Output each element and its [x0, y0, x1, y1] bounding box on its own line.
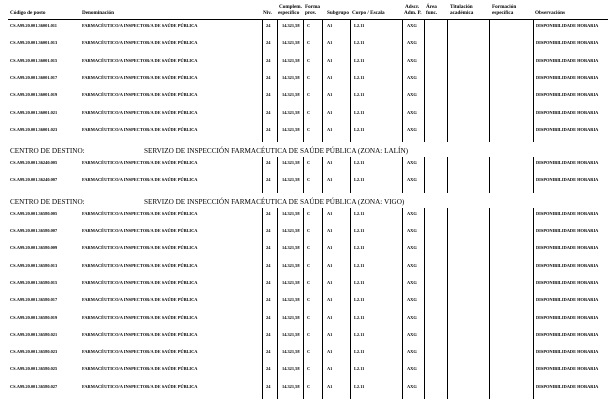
- cell-codigo: CS.A99.20.001.36240.005: [10, 160, 58, 166]
- cell-forma: C: [307, 74, 311, 80]
- cell-corpo: L2.11: [354, 160, 365, 166]
- cell-observacions: DISPONIBILIDADE HORARIA: [536, 314, 599, 320]
- cell-adscr: AXG: [407, 210, 417, 216]
- cell-codigo: CS.A99.20.001.36580.009: [10, 245, 58, 251]
- cell-forma: C: [307, 314, 311, 320]
- cell-codigo: CS.A99.20.001.36580.015: [10, 279, 58, 285]
- centro-destino-title: SERVIZO DE INSPECCIÓN FARMACÉUTICA DE SAÚDE PÚBLICA (ZONA: VIGO): [144, 197, 405, 206]
- cell-nivel: 24: [266, 40, 271, 46]
- cell-complem: 14.321,58: [282, 109, 300, 115]
- cell-denominacion: FARMACÉUTICO/A INSPECTOR/A DE SAÚDE PÚBLICA: [82, 74, 198, 80]
- cell-denominacion: FARMACÉUTICO/A INSPECTOR/A DE SAÚDE PÚBLICA: [82, 279, 198, 285]
- cell-denominacion: FARMACÉUTICO/A INSPECTOR/A DE SAÚDE PÚBLICA: [82, 228, 198, 233]
- table-row: [0, 209, 615, 225]
- table-row: [0, 330, 615, 346]
- cell-codigo: CS.A99.20.001.36580.007: [10, 228, 58, 233]
- cell-forma: C: [307, 23, 311, 28]
- cell-corpo: L2.11: [354, 366, 365, 372]
- column-rule: [262, 208, 263, 399]
- cell-corpo: L2.11: [354, 126, 365, 132]
- column-rule: [402, 157, 403, 193]
- cell-nivel: 24: [266, 279, 271, 285]
- cell-denominacion: FARMACÉUTICO/A INSPECTOR/A DE SAÚDE PÚBLICA: [82, 349, 198, 355]
- cell-nivel: 24: [266, 297, 271, 303]
- cell-nivel: 24: [266, 109, 271, 115]
- column-rule: [447, 208, 448, 399]
- header-nivel: Niv.: [263, 10, 272, 16]
- cell-subgrupo: A1: [327, 314, 333, 320]
- cell-observacions: DISPONIBILIDADE HORARIA: [536, 23, 599, 28]
- cell-complem: 14.321,58: [282, 279, 300, 285]
- cell-adscr: AXG: [407, 366, 417, 372]
- cell-forma: C: [307, 262, 311, 268]
- cell-corpo: L2.11: [354, 40, 365, 46]
- cell-subgrupo: A1: [327, 331, 333, 337]
- cell-forma: C: [307, 109, 311, 115]
- cell-adscr: AXG: [407, 262, 417, 268]
- cell-subgrupo: A1: [327, 160, 333, 166]
- table-row: [0, 278, 615, 294]
- cell-forma: C: [307, 210, 311, 216]
- cell-denominacion: FARMACÉUTICO/A INSPECTOR/A DE SAÚDE PÚBLICA: [82, 57, 198, 63]
- cell-observacions: DISPONIBILIDADE HORARIA: [536, 297, 599, 303]
- cell-adscr: AXG: [407, 57, 417, 63]
- cell-codigo: CS.A99.20.001.36001.017: [10, 74, 58, 80]
- column-rule: [322, 20, 323, 142]
- cell-nivel: 24: [266, 228, 271, 233]
- cell-denominacion: FARMACÉUTICO/A INSPECTOR/A DE SAÚDE PÚBLICA: [82, 109, 198, 115]
- cell-codigo: CS.A99.20.001.36001.019: [10, 92, 58, 98]
- cell-codigo: CS.A99.20.001.36580.005: [10, 210, 58, 216]
- column-rule: [303, 208, 304, 399]
- table-row: [0, 364, 615, 380]
- table-row: [0, 73, 615, 89]
- cell-complem: 14.321,58: [282, 366, 300, 372]
- cell-corpo: L2.11: [354, 245, 365, 251]
- cell-nivel: 24: [266, 331, 271, 337]
- table-row: [0, 226, 615, 242]
- table-row: [0, 175, 615, 191]
- cell-subgrupo: A1: [327, 177, 333, 183]
- column-rule: [424, 208, 425, 399]
- cell-codigo: CS.A99.20.001.36240.007: [10, 177, 58, 183]
- cell-nivel: 24: [266, 245, 271, 251]
- cell-forma: C: [307, 228, 311, 233]
- cell-subgrupo: A1: [327, 279, 333, 285]
- cell-adscr: AXG: [407, 314, 417, 320]
- table-row: [0, 38, 615, 54]
- cell-adscr: AXG: [407, 160, 417, 166]
- cell-nivel: 24: [266, 126, 271, 132]
- cell-subgrupo: A1: [327, 349, 333, 355]
- cell-denominacion: FARMACÉUTICO/A INSPECTOR/A DE SAÚDE PÚBLICA: [82, 160, 198, 166]
- cell-forma: C: [307, 126, 311, 132]
- column-rule: [447, 157, 448, 193]
- cell-nivel: 24: [266, 314, 271, 320]
- centro-destino-label: CENTRO DE DESTINO:: [10, 147, 85, 156]
- table-row: [0, 243, 615, 259]
- cell-observacions: DISPONIBILIDADE HORARIA: [536, 177, 599, 183]
- column-rule: [350, 157, 351, 193]
- cell-forma: C: [307, 383, 311, 389]
- cell-complem: 14.321,58: [282, 40, 300, 46]
- header-complem-2: específico: [278, 10, 300, 16]
- cell-observacions: DISPONIBILIDADE HORARIA: [536, 228, 599, 233]
- column-rule: [489, 157, 490, 193]
- column-rule: [322, 157, 323, 193]
- cell-corpo: L2.11: [354, 383, 365, 389]
- cell-complem: 14.321,58: [282, 331, 300, 337]
- cell-adscr: AXG: [407, 109, 417, 115]
- cell-codigo: CS.A99.20.001.36001.013: [10, 40, 58, 46]
- cell-nivel: 24: [266, 366, 271, 372]
- cell-observacions: DISPONIBILIDADE HORARIA: [536, 262, 599, 268]
- column-rule: [277, 157, 278, 193]
- table-row: [0, 382, 615, 398]
- cell-codigo: CS.A99.20.001.36580.027: [10, 383, 58, 389]
- cell-subgrupo: A1: [327, 23, 333, 28]
- cell-corpo: L2.11: [354, 210, 365, 216]
- cell-observacions: DISPONIBILIDADE HORARIA: [536, 57, 599, 63]
- cell-observacions: DISPONIBILIDADE HORARIA: [536, 74, 599, 80]
- header-corpo: Corpo / Escala: [352, 10, 385, 16]
- cell-adscr: AXG: [407, 331, 417, 337]
- cell-subgrupo: A1: [327, 126, 333, 132]
- header-denominacion: Denominación: [82, 10, 114, 16]
- table-row: [0, 21, 615, 37]
- cell-subgrupo: A1: [327, 366, 333, 372]
- column-rule: [262, 20, 263, 142]
- cell-corpo: L2.11: [354, 109, 365, 115]
- header-area-2: func.: [426, 10, 438, 16]
- column-rule: [350, 20, 351, 142]
- cell-adscr: AXG: [407, 297, 417, 303]
- cell-nivel: 24: [266, 349, 271, 355]
- header-adscr-2: Adm. P.: [404, 10, 422, 16]
- cell-adscr: AXG: [407, 245, 417, 251]
- cell-forma: C: [307, 331, 311, 337]
- cell-corpo: L2.11: [354, 228, 365, 233]
- header-titulacion-1: Titulación: [450, 4, 473, 10]
- cell-forma: C: [307, 40, 311, 46]
- cell-observacions: DISPONIBILIDADE HORARIA: [536, 160, 599, 166]
- column-rule: [402, 208, 403, 399]
- cell-complem: 14.321,58: [282, 349, 300, 355]
- cell-subgrupo: A1: [327, 40, 333, 46]
- cell-nivel: 24: [266, 74, 271, 80]
- cell-observacions: DISPONIBILIDADE HORARIA: [536, 383, 599, 389]
- cell-complem: 14.321,58: [282, 262, 300, 268]
- table-row: [0, 125, 615, 141]
- cell-adscr: AXG: [407, 383, 417, 389]
- column-rule: [277, 20, 278, 142]
- cell-corpo: L2.11: [354, 74, 365, 80]
- cell-adscr: AXG: [407, 23, 417, 28]
- cell-forma: C: [307, 349, 311, 355]
- table-row: [0, 313, 615, 329]
- header-forma-2: prov.: [305, 10, 317, 16]
- centro-destino-heading: [10, 146, 610, 156]
- column-rule: [402, 20, 403, 142]
- cell-subgrupo: A1: [327, 57, 333, 63]
- cell-nivel: 24: [266, 177, 271, 183]
- cell-codigo: CS.A99.20.001.36580.013: [10, 262, 58, 268]
- cell-nivel: 24: [266, 160, 271, 166]
- header-rule: [8, 19, 608, 20]
- centro-destino-heading: [10, 197, 610, 207]
- cell-complem: 14.321,58: [282, 245, 300, 251]
- cell-complem: 14.321,58: [282, 126, 300, 132]
- cell-adscr: AXG: [407, 92, 417, 98]
- cell-nivel: 24: [266, 23, 271, 28]
- cell-subgrupo: A1: [327, 383, 333, 389]
- cell-adscr: AXG: [407, 279, 417, 285]
- cell-forma: C: [307, 366, 311, 372]
- table-row: [0, 90, 615, 106]
- cell-forma: C: [307, 245, 311, 251]
- cell-observacions: DISPONIBILIDADE HORARIA: [536, 245, 599, 251]
- header-subgrupo: Subgrupo: [327, 10, 349, 16]
- cell-subgrupo: A1: [327, 297, 333, 303]
- cell-complem: 14.321,58: [282, 383, 300, 389]
- cell-nivel: 24: [266, 210, 271, 216]
- column-rule: [533, 208, 534, 399]
- header-area-1: Área: [426, 4, 437, 10]
- table-row: [0, 158, 615, 174]
- cell-complem: 14.321,58: [282, 314, 300, 320]
- cell-observacions: DISPONIBILIDADE HORARIA: [536, 331, 599, 337]
- column-rule: [277, 208, 278, 399]
- cell-adscr: AXG: [407, 177, 417, 183]
- cell-observacions: DISPONIBILIDADE HORARIA: [536, 279, 599, 285]
- cell-denominacion: FARMACÉUTICO/A INSPECTOR/A DE SAÚDE PÚBLICA: [82, 126, 198, 132]
- table-row: [0, 108, 615, 124]
- cell-codigo: CS.A99.20.001.36001.021: [10, 109, 58, 115]
- cell-corpo: L2.11: [354, 177, 365, 183]
- cell-subgrupo: A1: [327, 74, 333, 80]
- cell-observacions: DISPONIBILIDADE HORARIA: [536, 349, 599, 355]
- cell-denominacion: FARMACÉUTICO/A INSPECTOR/A DE SAÚDE PÚBLICA: [82, 314, 198, 320]
- column-rule: [424, 157, 425, 193]
- cell-complem: 14.321,58: [282, 57, 300, 63]
- cell-corpo: L2.11: [354, 57, 365, 63]
- cell-observacions: DISPONIBILIDADE HORARIA: [536, 366, 599, 372]
- cell-codigo: CS.A99.20.001.36580.017: [10, 297, 58, 303]
- cell-denominacion: FARMACÉUTICO/A INSPECTOR/A DE SAÚDE PÚBLICA: [82, 262, 198, 268]
- cell-codigo: CS.A99.20.001.36001.011: [10, 23, 57, 28]
- column-rule: [424, 20, 425, 142]
- cell-codigo: CS.A99.20.001.36580.019: [10, 314, 58, 320]
- cell-complem: 14.321,58: [282, 210, 300, 216]
- cell-observacions: DISPONIBILIDADE HORARIA: [536, 126, 599, 132]
- column-rule: [533, 20, 534, 142]
- cell-denominacion: FARMACÉUTICO/A INSPECTOR/A DE SAÚDE PÚBLICA: [82, 366, 198, 372]
- header-formacion-1: Formación: [492, 4, 517, 10]
- header-codigo: Código de posto: [10, 10, 46, 16]
- cell-corpo: L2.11: [354, 279, 365, 285]
- cell-subgrupo: A1: [327, 92, 333, 98]
- cell-codigo: CS.A99.20.001.36580.023: [10, 349, 58, 355]
- column-rule: [447, 20, 448, 142]
- cell-corpo: L2.11: [354, 262, 365, 268]
- column-rule: [533, 157, 534, 193]
- cell-forma: C: [307, 279, 311, 285]
- cell-subgrupo: A1: [327, 228, 333, 233]
- cell-adscr: AXG: [407, 349, 417, 355]
- cell-nivel: 24: [266, 383, 271, 389]
- cell-forma: C: [307, 92, 311, 98]
- column-rule: [303, 157, 304, 193]
- cell-subgrupo: A1: [327, 262, 333, 268]
- cell-forma: C: [307, 177, 311, 183]
- cell-denominacion: FARMACÉUTICO/A INSPECTOR/A DE SAÚDE PÚBLICA: [82, 297, 198, 303]
- cell-observacions: DISPONIBILIDADE HORARIA: [536, 40, 599, 46]
- cell-adscr: AXG: [407, 228, 417, 233]
- cell-observacions: DISPONIBILIDADE HORARIA: [536, 92, 599, 98]
- cell-observacions: DISPONIBILIDADE HORARIA: [536, 210, 599, 216]
- cell-codigo: CS.A99.20.001.36580.025: [10, 366, 58, 372]
- cell-subgrupo: A1: [327, 210, 333, 216]
- header-formacion-2: específica: [492, 10, 514, 16]
- cell-denominacion: FARMACÉUTICO/A INSPECTOR/A DE SAÚDE PÚBLICA: [82, 331, 198, 337]
- cell-denominacion: FARMACÉUTICO/A INSPECTOR/A DE SAÚDE PÚBLICA: [82, 23, 198, 28]
- cell-corpo: L2.11: [354, 297, 365, 303]
- table-row: [0, 261, 615, 277]
- cell-denominacion: FARMACÉUTICO/A INSPECTOR/A DE SAÚDE PÚBLICA: [82, 383, 198, 389]
- table-row: [0, 347, 615, 363]
- header-complem-1: Complem.: [279, 4, 302, 10]
- header-observacions: Observacións: [535, 10, 565, 16]
- header-titulacion-2: académica: [450, 10, 474, 16]
- cell-nivel: 24: [266, 262, 271, 268]
- cell-denominacion: FARMACÉUTICO/A INSPECTOR/A DE SAÚDE PÚBLICA: [82, 92, 198, 98]
- cell-subgrupo: A1: [327, 109, 333, 115]
- column-rule: [303, 20, 304, 142]
- cell-adscr: AXG: [407, 126, 417, 132]
- table-row: [0, 295, 615, 311]
- column-rule: [262, 157, 263, 193]
- column-rule: [489, 20, 490, 142]
- column-rule: [489, 208, 490, 399]
- cell-codigo: CS.A99.20.001.36001.023: [10, 126, 58, 132]
- cell-adscr: AXG: [407, 74, 417, 80]
- cell-forma: C: [307, 160, 311, 166]
- cell-corpo: L2.11: [354, 314, 365, 320]
- cell-complem: 14.321,58: [282, 74, 300, 80]
- cell-corpo: L2.11: [354, 349, 365, 355]
- cell-subgrupo: A1: [327, 245, 333, 251]
- cell-nivel: 24: [266, 57, 271, 63]
- centro-destino-title: SERVIZO DE INSPECCIÓN FARMACÉUTICA DE SAÚDE PÚBLICA (ZONA: LALÍN): [144, 147, 409, 156]
- header-forma-1: Forma: [305, 4, 320, 10]
- cell-forma: C: [307, 297, 311, 303]
- cell-nivel: 24: [266, 92, 271, 98]
- cell-denominacion: FARMACÉUTICO/A INSPECTOR/A DE SAÚDE PÚBLICA: [82, 245, 198, 251]
- cell-corpo: L2.11: [354, 331, 365, 337]
- cell-codigo: CS.A99.20.001.36580.021: [10, 331, 58, 337]
- cell-corpo: L2.11: [354, 23, 365, 28]
- cell-complem: 14.321,58: [282, 23, 300, 28]
- cell-observacions: DISPONIBILIDADE HORARIA: [536, 109, 599, 115]
- cell-corpo: L2.11: [354, 92, 365, 98]
- cell-denominacion: FARMACÉUTICO/A INSPECTOR/A DE SAÚDE PÚBLICA: [82, 177, 198, 183]
- cell-complem: 14.321,58: [282, 160, 300, 166]
- column-rule: [322, 208, 323, 399]
- cell-complem: 14.321,58: [282, 177, 300, 183]
- cell-denominacion: FARMACÉUTICO/A INSPECTOR/A DE SAÚDE PÚBLICA: [82, 40, 198, 46]
- cell-adscr: AXG: [407, 40, 417, 46]
- header-adscr-1: Adscr.: [405, 4, 420, 10]
- cell-codigo: CS.A99.20.001.36001.015: [10, 57, 58, 63]
- cell-complem: 14.321,58: [282, 297, 300, 303]
- column-rule: [350, 208, 351, 399]
- centro-destino-label: CENTRO DE DESTINO:: [10, 197, 85, 206]
- cell-complem: 14.321,58: [282, 228, 300, 233]
- table-row: [0, 56, 615, 72]
- cell-denominacion: FARMACÉUTICO/A INSPECTOR/A DE SAÚDE PÚBLICA: [82, 210, 198, 216]
- cell-forma: C: [307, 57, 311, 63]
- cell-complem: 14.321,58: [282, 92, 300, 98]
